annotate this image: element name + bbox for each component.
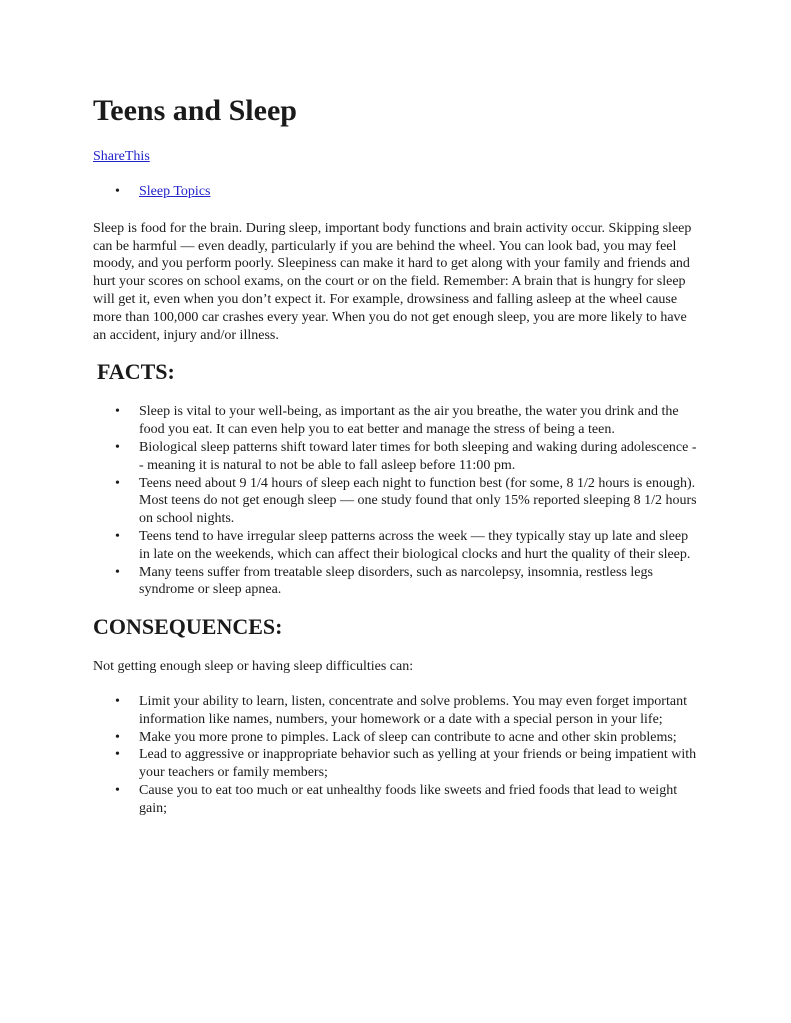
list-item: • Teens need about 9 1/4 hours of sleep each night to function best (for some, 8 1/2 hours is enough). Most teens do not get enough sleep — one study found that only 15% reported sleeping 8 1/2 hours on school nights.: [93, 475, 698, 528]
list-item: • Lead to aggressive or inappropriate behavior such as yelling at your friends or being impatient with your teachers or family members;: [93, 746, 698, 782]
consequences-heading: CONSEQUENCES:: [93, 614, 283, 640]
intro-paragraph: Sleep is food for the brain. During sleep, important body functions and brain activity occur. Skipping sleep can be harmful — even deadly, particularly if you are behind the wheel. You can look bad, you may feel moody, and you perform poorly. Sleepiness can make it hard to get along with your family and friends and hurt your scores on school exams, on the court or on the field. Remember: A brain that is hungry for sleep will get it, even when you don’t expect it. For example, drowsiness and falling asleep at the wheel cause more than 100,000 car crashes every year. When you do not get enough sleep, you are more likely to have an accident, injury and/or illness.: [93, 220, 692, 343]
list-item: [93, 183, 698, 201]
consequences-lead: Not getting enough sleep or having sleep difficulties can:: [93, 659, 414, 675]
sleep-topics-link[interactable]: Sleep Topics: [139, 184, 211, 199]
sharethis-link[interactable]: ShareThis: [93, 149, 150, 164]
topics-nav: [93, 183, 698, 201]
list-item: • Limit your ability to learn, listen, concentrate and solve problems. You may even forget important information like names, numbers, your homework or a date with a special person in your life;: [93, 693, 698, 729]
list-item: • Sleep is vital to your well-being, as important as the air you breathe, the water you drink and the food you eat. It can even help you to eat better and manage the stress of being a teen.: [93, 403, 698, 439]
facts-heading: FACTS:: [97, 359, 175, 385]
article: [93, 92, 698, 818]
list-item: • Cause you to eat too much or eat unhealthy foods like sweets and fried foods that lead to weight gain;: [93, 782, 698, 818]
share-row: [93, 147, 698, 165]
facts-list: [93, 403, 698, 599]
page-title: Teens and Sleep: [93, 94, 297, 127]
list-item: • Many teens suffer from treatable sleep disorders, such as narcolepsy, insomnia, restless legs syndrome or sleep apnea.: [93, 564, 698, 600]
consequences-list: [93, 693, 698, 818]
list-item: • Teens tend to have irregular sleep patterns across the week — they typically stay up late and sleep in late on the weekends, which can affect their biological clocks and hurt the quality of their sleep.: [93, 528, 698, 564]
list-item: • Make you more prone to pimples. Lack of sleep can contribute to acne and other skin problems;: [93, 729, 698, 747]
list-item: • Biological sleep patterns shift toward later times for both sleeping and waking during adolescence -- meaning it is natural to not be able to fall asleep before 11:00 pm.: [93, 439, 698, 475]
